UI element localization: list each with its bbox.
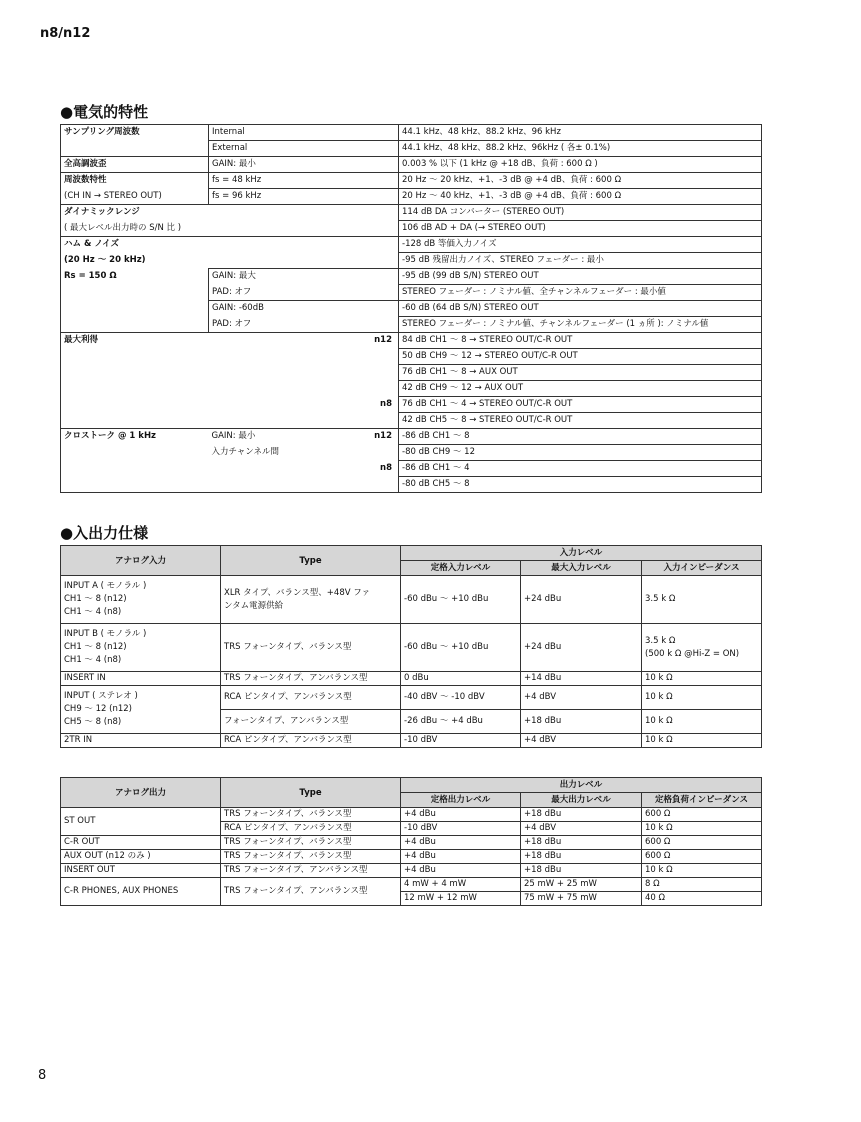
table-row <box>61 173 762 189</box>
impedance-cell: 10 k Ω <box>642 734 762 748</box>
table-row <box>61 686 762 710</box>
spec-label: 最大利得 <box>61 333 209 349</box>
table-row <box>61 285 762 301</box>
input-name-cell: INPUT B ( モノラル ) CH1 ～ 8 (n12) CH1 ～ 4 (n8) <box>61 624 221 672</box>
table-row <box>61 836 762 850</box>
max-cell: +24 dBu <box>521 624 642 672</box>
nominal-cell: +4 dBu <box>401 850 521 864</box>
spec-label: ( 最大レベル出力時の S/N 比 ) <box>64 222 182 233</box>
table-header-row <box>61 778 762 793</box>
max-cell: +4 dBV <box>521 734 642 748</box>
model-label-n8: n8 <box>380 398 393 409</box>
table-row <box>61 125 762 141</box>
section-title-io: ●入出力仕様 <box>60 524 149 542</box>
spec-condition: GAIN: -60dB <box>209 301 399 317</box>
header-output-level: 出力レベル <box>401 778 762 793</box>
header-analog-output: アナログ出力 <box>61 778 221 808</box>
max-cell: +18 dBu <box>521 710 642 734</box>
spec-condition: GAIN: 最大 <box>209 269 399 285</box>
output-name-cell: ST OUT <box>61 808 221 836</box>
nominal-cell: -10 dBV <box>401 822 521 836</box>
impedance-cell: 10 k Ω <box>642 686 762 710</box>
output-type-cell: TRS フォーンタイプ、バランス型 <box>221 808 401 822</box>
impedance-cell: 600 Ω <box>642 808 762 822</box>
max-cell: +18 dBu <box>521 850 642 864</box>
header-type: Type <box>221 546 401 576</box>
spec-condition: External <box>209 141 399 157</box>
spec-value: 114 dB DA コンバーター (STEREO OUT) <box>399 205 762 221</box>
max-cell: +14 dBu <box>521 672 642 686</box>
input-type-cell: RCA ピンタイプ、アンバランス型 <box>221 686 401 710</box>
spec-label: 全高調波歪 <box>61 157 209 173</box>
analog-output-table <box>60 777 762 906</box>
output-name-cell: INSERT OUT <box>61 864 221 878</box>
input-name-cell: INSERT IN <box>61 672 221 686</box>
spec-label: サンプリング周波数 <box>64 127 140 137</box>
table-row <box>61 269 762 285</box>
table-row <box>61 397 762 413</box>
table-row <box>61 808 762 822</box>
electrical-spec-table <box>60 124 762 493</box>
spec-condition: PAD: オフ <box>209 285 399 301</box>
spec-condition: PAD: オフ <box>209 317 399 333</box>
output-type-cell: TRS フォーンタイプ、バランス型 <box>221 850 401 864</box>
analog-input-table <box>60 545 762 748</box>
table-row <box>61 477 762 493</box>
max-cell: +18 dBu <box>521 808 642 822</box>
page-header: n8/n12 <box>40 26 91 41</box>
table-row <box>61 864 762 878</box>
spec-condition: Internal <box>209 125 399 141</box>
output-type-cell: TRS フォーンタイプ、アンバランス型 <box>221 878 401 906</box>
input-type-cell: TRS フォーンタイプ、アンバランス型 <box>221 672 401 686</box>
spec-label: ハム & ノイズ <box>61 237 209 253</box>
impedance-cell: 10 k Ω <box>642 864 762 878</box>
input-type-cell: フォーンタイプ、アンバランス型 <box>221 710 401 734</box>
header-analog-input: アナログ入力 <box>61 546 221 576</box>
header-nominal: 定格出力レベル <box>401 793 521 808</box>
output-type-cell: TRS フォーンタイプ、バランス型 <box>221 836 401 850</box>
spec-value: 44.1 kHz、48 kHz、88.2 kHz、96kHz ( 各± 0.1%) <box>399 141 762 157</box>
section-title-electrical: ●電気的特性 <box>60 103 149 121</box>
nominal-cell: +4 dBu <box>401 808 521 822</box>
spec-condition: fs = 48 kHz <box>209 173 399 189</box>
header-nominal: 定格入力レベル <box>401 561 521 576</box>
table-header-row <box>61 546 762 561</box>
spec-label: (20 Hz ～ 20 kHz) <box>64 254 146 265</box>
impedance-cell: 600 Ω <box>642 850 762 864</box>
spec-value: STEREO フェーダー : ノミナル値、チャンネルフェーダー (1 ヵ所 ): ノミナル値 <box>399 317 762 333</box>
table-row <box>61 301 762 317</box>
spec-value: -86 dB CH1 ～ 8 <box>399 429 762 445</box>
spec-value: -128 dB 等価入力ノイズ <box>399 237 762 253</box>
nominal-cell: -40 dBV ～ -10 dBV <box>401 686 521 710</box>
nominal-cell: +4 dBu <box>401 836 521 850</box>
input-type-cell: RCA ピンタイプ、アンバランス型 <box>221 734 401 748</box>
spec-value: STEREO フェーダー : ノミナル値、全チャンネルフェーダー : 最小値 <box>399 285 762 301</box>
header-max: 最大入力レベル <box>521 561 642 576</box>
spec-value: 84 dB CH1 ～ 8 → STEREO OUT/C-R OUT <box>399 333 762 349</box>
spec-label: 周波数特性 <box>61 173 209 189</box>
output-name-cell: AUX OUT (n12 のみ ) <box>61 850 221 864</box>
table-row <box>61 237 762 253</box>
page-number: 8 <box>38 1068 47 1083</box>
table-row <box>61 253 762 269</box>
impedance-cell: 10 k Ω <box>642 710 762 734</box>
spec-value: 20 Hz ～ 20 kHz、+1、-3 dB @ +4 dB、負荷 : 600 Ω <box>399 173 762 189</box>
max-cell: +18 dBu <box>521 864 642 878</box>
table-row <box>61 205 762 221</box>
nominal-cell: 0 dBu <box>401 672 521 686</box>
spec-value: -80 dB CH9 ～ 12 <box>399 445 762 461</box>
max-cell: +4 dBV <box>521 822 642 836</box>
output-name-cell: C-R OUT <box>61 836 221 850</box>
input-name-cell: INPUT ( ステレオ ) CH9 ～ 12 (n12) CH5 ～ 8 (n8) <box>61 686 221 734</box>
spec-value: -60 dB (64 dB S/N) STEREO OUT <box>399 301 762 317</box>
nominal-cell: 4 mW + 4 mW <box>401 878 521 892</box>
spec-value: 76 dB CH1 ～ 8 → AUX OUT <box>399 365 762 381</box>
spec-value: 20 Hz ～ 40 kHz、+1、-3 dB @ +4 dB、負荷 : 600 Ω <box>399 189 762 205</box>
table-row <box>61 429 762 445</box>
impedance-cell: 600 Ω <box>642 836 762 850</box>
header-type: Type <box>221 778 401 808</box>
output-type-cell: TRS フォーンタイプ、アンバランス型 <box>221 864 401 878</box>
max-cell: +24 dBu <box>521 576 642 624</box>
input-type-cell: TRS フォーンタイプ、バランス型 <box>221 624 401 672</box>
spec-value: 0.003 % 以下 (1 kHz @ +18 dB、負荷 : 600 Ω ) <box>399 157 762 173</box>
table-row <box>61 157 762 173</box>
table-row <box>61 878 762 892</box>
nominal-cell: 12 mW + 12 mW <box>401 892 521 906</box>
input-type-cell: XLR タイプ、バランス型、+48V ファ ンタム電源供給 <box>221 576 401 624</box>
table-row <box>61 734 762 748</box>
table-row <box>61 850 762 864</box>
impedance-cell: 3.5 k Ω <box>642 576 762 624</box>
max-cell: +18 dBu <box>521 836 642 850</box>
spec-label: クロストーク @ 1 kHz <box>61 429 209 445</box>
header-impedance: 入力インピーダンス <box>642 561 762 576</box>
model-label-n12: n12 <box>369 429 399 445</box>
model-label-n8: n8 <box>380 462 393 473</box>
nominal-cell: +4 dBu <box>401 864 521 878</box>
header-input-level: 入力レベル <box>401 546 762 561</box>
model-label-n12: n12 <box>369 333 399 349</box>
max-cell: 75 mW + 75 mW <box>521 892 642 906</box>
max-cell: +4 dBV <box>521 686 642 710</box>
table-row <box>61 221 762 237</box>
input-name-cell: 2TR IN <box>61 734 221 748</box>
output-name-cell: C-R PHONES, AUX PHONES <box>61 878 221 906</box>
spec-value: 76 dB CH1 ～ 4 → STEREO OUT/C-R OUT <box>399 397 762 413</box>
table-row <box>61 333 762 349</box>
table-row <box>61 624 762 672</box>
spec-condition: 入力チャンネル間 <box>211 446 279 457</box>
spec-value: -80 dB CH5 ～ 8 <box>399 477 762 493</box>
input-name-cell: INPUT A ( モノラル ) CH1 ～ 8 (n12) CH1 ～ 4 (n8) <box>61 576 221 624</box>
output-type-cell: RCA ピンタイプ、アンバランス型 <box>221 822 401 836</box>
table-row <box>61 461 762 477</box>
nominal-cell: -60 dBu ～ +10 dBu <box>401 576 521 624</box>
spec-value: 42 dB CH9 ～ 12 → AUX OUT <box>399 381 762 397</box>
impedance-cell: 8 Ω <box>642 878 762 892</box>
spec-value: -86 dB CH1 ～ 4 <box>399 461 762 477</box>
table-row <box>61 445 762 461</box>
max-cell: 25 mW + 25 mW <box>521 878 642 892</box>
nominal-cell: -10 dBV <box>401 734 521 748</box>
spec-value: -95 dB 残留出力ノイズ、STEREO フェーダー : 最小 <box>399 253 762 269</box>
impedance-cell: 10 k Ω <box>642 822 762 836</box>
table-row <box>61 317 762 333</box>
header-max: 最大出力レベル <box>521 793 642 808</box>
impedance-cell: 40 Ω <box>642 892 762 906</box>
table-row <box>61 349 762 365</box>
table-row <box>61 189 762 205</box>
impedance-cell: 10 k Ω <box>642 672 762 686</box>
table-row <box>61 413 762 429</box>
table-row <box>61 365 762 381</box>
spec-label: ダイナミックレンジ <box>61 205 209 221</box>
nominal-cell: -26 dBu ～ +4 dBu <box>401 710 521 734</box>
table-row <box>61 576 762 624</box>
spec-value: 42 dB CH5 ～ 8 → STEREO OUT/C-R OUT <box>399 413 762 429</box>
spec-condition: GAIN: 最小 <box>209 157 399 173</box>
spec-condition: GAIN: 最小 <box>209 429 369 445</box>
spec-label: Rs = 150 Ω <box>64 270 117 281</box>
spec-condition: fs = 96 kHz <box>209 189 399 205</box>
spec-value: 50 dB CH9 ～ 12 → STEREO OUT/C-R OUT <box>399 349 762 365</box>
spec-value: 106 dB AD + DA (→ STEREO OUT) <box>399 221 762 237</box>
spec-value: 44.1 kHz、48 kHz、88.2 kHz、96 kHz <box>399 125 762 141</box>
table-row <box>61 141 762 157</box>
table-row <box>61 672 762 686</box>
spec-label: (CH IN → STEREO OUT) <box>64 190 162 201</box>
header-impedance: 定格負荷インピーダンス <box>642 793 762 808</box>
nominal-cell: -60 dBu ～ +10 dBu <box>401 624 521 672</box>
impedance-cell: 3.5 k Ω (500 k Ω @Hi-Z = ON) <box>642 624 762 672</box>
table-row <box>61 381 762 397</box>
spec-value: -95 dB (99 dB S/N) STEREO OUT <box>399 269 762 285</box>
